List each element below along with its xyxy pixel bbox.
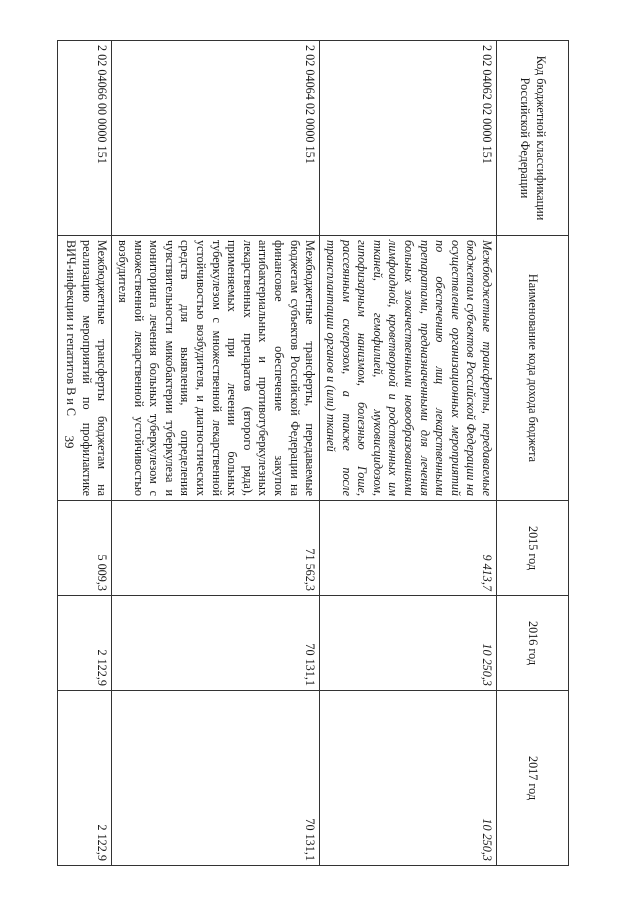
header-2015: 2015 год (497, 501, 569, 596)
page-number: 39 (62, 435, 77, 449)
row-name: Межбюджетные трансферты, передаваемые бюджетам субъектов Российской Федерации на финансовое обеспечение закупок антибактериальных и противотуберкулезных лекарственных препаратов (второго ряда), применяемых при лечении больных туберкулезом с множественной лекарственной устойчивостью возбудителя, и диагностических средств для выявления, определения чувствительности микобактерии туберкулеза и мониторинга лечения больных туберкулезом с множественной лекарственной устойчивостью возбудителя (112, 236, 320, 501)
row-value-2016: 70 131,1 (112, 596, 320, 691)
row-name: Межбюджетные трансферты, передаваемые бюджетам субъектов Российской Федерации на осуществление организационных мероприятий по обеспечению лиц лекарственными препаратами, предназначенными для лечения больных злокачественными новообразованиями лимфоидной, кроветворной и родственных им тканей, гемофилией, муковисцидозом, гипофизарным нанизмом, болезнью Гоше, рассеянным склерозом, а также после трансплантации органов и (или) тканей (320, 236, 497, 501)
row-value-2016: 2 122,9 (58, 596, 112, 691)
row-name: Межбюджетные трансферты бюджетам на реализацию мероприятий по профилактике ВИЧ-инфекции и гепатитов В и С (58, 236, 112, 501)
header-code: Код бюджетной классификации Российской Федерации (497, 41, 569, 236)
table-row (320, 41, 497, 866)
row-value-2017: 70 131,1 (112, 691, 320, 866)
row-value-2016: 10 250,3 (320, 596, 497, 691)
row-code: 2 02 04064 02 0000 151 (112, 41, 320, 236)
header-2017: 2017 год (497, 691, 569, 866)
row-value-2017: 2 122,9 (58, 691, 112, 866)
row-code: 2 02 04066 00 0000 151 (58, 41, 112, 236)
table-row (58, 41, 112, 866)
row-code: 2 02 04062 02 0000 151 (320, 41, 497, 236)
row-value-2015: 71 562,3 (112, 501, 320, 596)
header-2016: 2016 год (497, 596, 569, 691)
row-value-2015: 5 009,3 (58, 501, 112, 596)
row-value-2017: 10 250,3 (320, 691, 497, 866)
row-value-2015: 9 413,7 (320, 501, 497, 596)
budget-table (57, 40, 569, 866)
table-row (112, 41, 320, 866)
table-header-row (497, 41, 569, 866)
header-name: Наименование кода дохода бюджета (497, 236, 569, 501)
